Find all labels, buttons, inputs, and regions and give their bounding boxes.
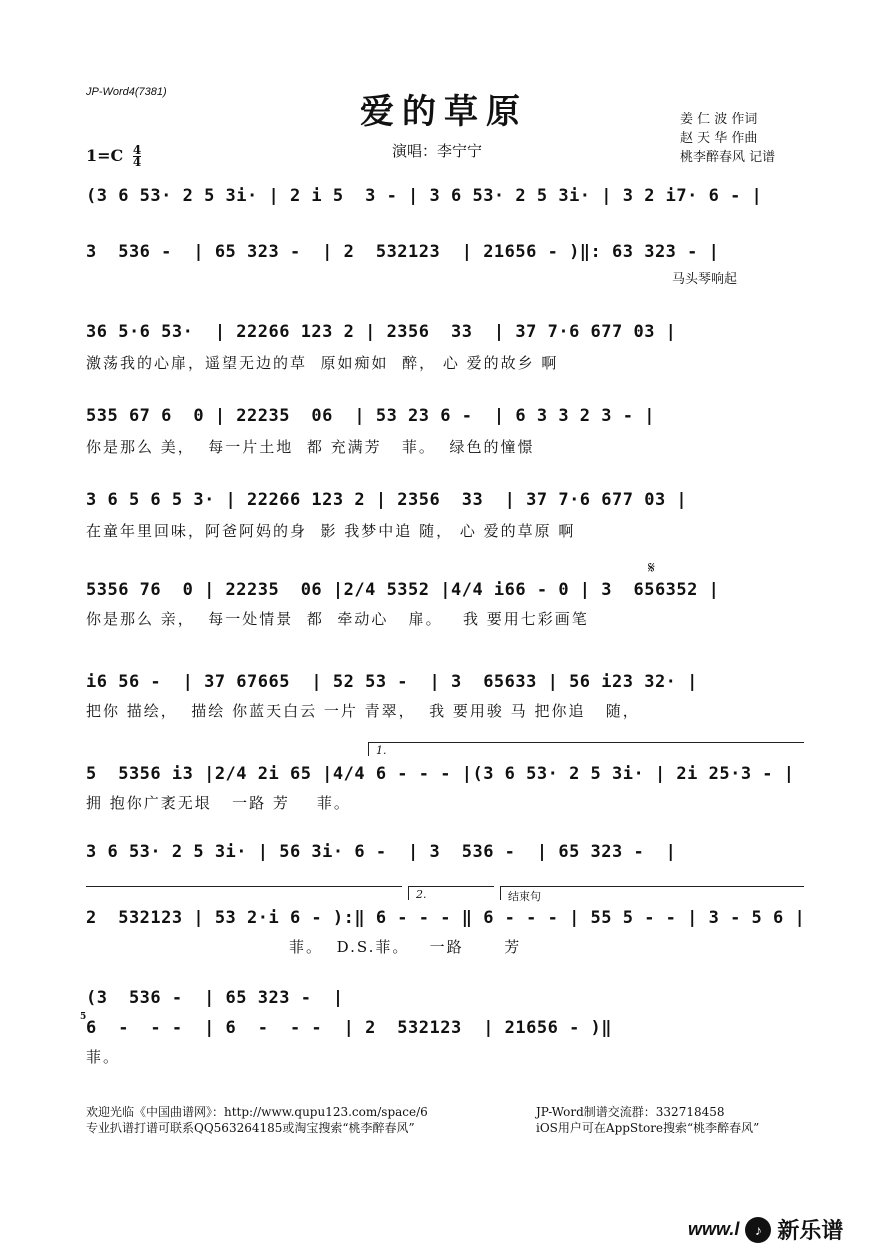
- footer-right: [536, 1104, 759, 1136]
- segno-mark: 𝄋: [648, 558, 655, 577]
- lyric-line-10: 菲。 D.S.菲。 一路 芳: [86, 938, 522, 956]
- score-line-12: 6 - - - | 6 - - - | 2 532123 | 21656 - )‖: [86, 1018, 613, 1038]
- volta-2-bracket: [408, 886, 494, 887]
- score-line-10: 2 532123 | 53 2·i 6 - ):‖ 6 - - - ‖ 6 - - - | 55 5 - - | 3 - 5 6 |: [86, 908, 806, 928]
- coda-label: 结束句: [508, 890, 541, 903]
- volta-1-bracket: [368, 742, 804, 743]
- time-bottom: 4: [132, 155, 142, 169]
- footer-group: JP-Word制谱交流群：332718458: [536, 1105, 725, 1119]
- site-logo: [688, 1214, 843, 1245]
- score-line-7: i6 56 - | 37 67665 | 52 53 - | 3 65633 | 56 i23 32· |: [86, 672, 698, 692]
- footer-contact: 专业扒谱打谱可联系QQ563264185或淘宝搜索“桃李醉春风”: [86, 1121, 415, 1135]
- volta-2-label: 2.: [416, 888, 427, 901]
- music-disc-icon: ♪: [745, 1217, 771, 1243]
- time-top: 4: [132, 143, 142, 157]
- page-title: 爱的草原: [360, 92, 528, 132]
- score-line-5: 3 6 5 6 5 3· | 22266 123 2 | 2356 33 | 37 7·6 677 03 |: [86, 490, 688, 510]
- logo-brand: 新乐谱: [777, 1219, 844, 1244]
- score-line-2: 3 536 - | 65 323 - | 2 532123 | 21656 - )‖: 63 323 - |: [86, 242, 720, 262]
- score-line-11: (3 536 - | 65 323 - |: [86, 988, 344, 1008]
- coda-edge: [500, 886, 501, 900]
- logo-prefix: www.l: [688, 1219, 740, 1239]
- score-line-8: 5 5356 i3 |2/4 2i 65 |4/4 6 - - - |(3 6 53· 2 5 3i· | 2i 25·3 - |: [86, 764, 795, 784]
- lyric-line-3: 激荡我的心扉，遥望无边的草 原如痴如 醉， 心 爱的故乡 啊: [86, 354, 559, 372]
- five-mark: 5: [80, 1012, 87, 1022]
- score-line-4: 535 67 6 0 | 22235 06 | 53 23 6 - | 6 3 3 2 3 - |: [86, 406, 655, 426]
- lyric-line-6: 你是那么 亲， 每一处情景 都 牵动心 扉。 我 要用七彩画笔: [86, 610, 589, 628]
- intro-note: 马头琴响起: [672, 272, 738, 287]
- key-label: 1=C: [86, 146, 124, 165]
- volta-1-continuation: [86, 886, 402, 887]
- lyric-line-4: 你是那么 美， 每一片土地 都 充满芳 菲。 绿色的憧憬: [86, 438, 535, 456]
- lyric-line-12: 菲。: [86, 1048, 121, 1066]
- coda-bracket: [500, 886, 804, 887]
- score-line-6: 5356 76 0 | 22235 06 |2/4 5352 |4/4 i66 - 0 | 3 656352 |: [86, 580, 720, 600]
- score-line-1: (3 6 53· 2 5 3i· | 2 i 5 3 - | 3 6 53· 2 5 3i· | 3 2 i7· 6 - |: [86, 186, 763, 206]
- composer-credit: 赵 天 华 作曲: [680, 131, 758, 146]
- footer-ios: iOS用户可在AppStore搜索“桃李醉春风”: [536, 1121, 760, 1135]
- transcriber-credit: 桃李醉春风 记谱: [680, 150, 776, 165]
- score-line-9: 3 6 53· 2 5 3i· | 56 3i· 6 - | 3 536 - | 65 323 - |: [86, 842, 677, 862]
- volta-1-label: 1.: [376, 744, 387, 757]
- time-signature: [133, 145, 141, 168]
- lyric-line-8: 拥 抱你广袤无垠 一路 芳 菲。: [86, 794, 351, 812]
- singer-credit: 演唱：李宁宁: [392, 142, 483, 160]
- credits: [680, 110, 775, 167]
- volta-2-edge: [408, 886, 409, 900]
- lyric-line-7: 把你 描绘， 描绘 你蓝天白云 一片 青翠， 我 要用骏 马 把你追 随，: [86, 702, 640, 720]
- source-label: JP-Word4(7381): [86, 86, 167, 98]
- key-signature: [86, 145, 141, 168]
- lyric-line-5: 在童年里回味，阿爸阿妈的身 影 我梦中追 随， 心 爱的草原 啊: [86, 522, 576, 540]
- volta-1-edge: [368, 742, 369, 756]
- score-line-3: 36 5·6 53· | 22266 123 2 | 2356 33 | 37 7·6 677 03 |: [86, 322, 677, 342]
- footer-website: 欢迎光临《中国曲谱网》：http://www.qupu123.com/space/6: [86, 1105, 428, 1119]
- lyricist-credit: 姜 仁 波 作词: [680, 112, 758, 127]
- footer-left: [86, 1104, 428, 1136]
